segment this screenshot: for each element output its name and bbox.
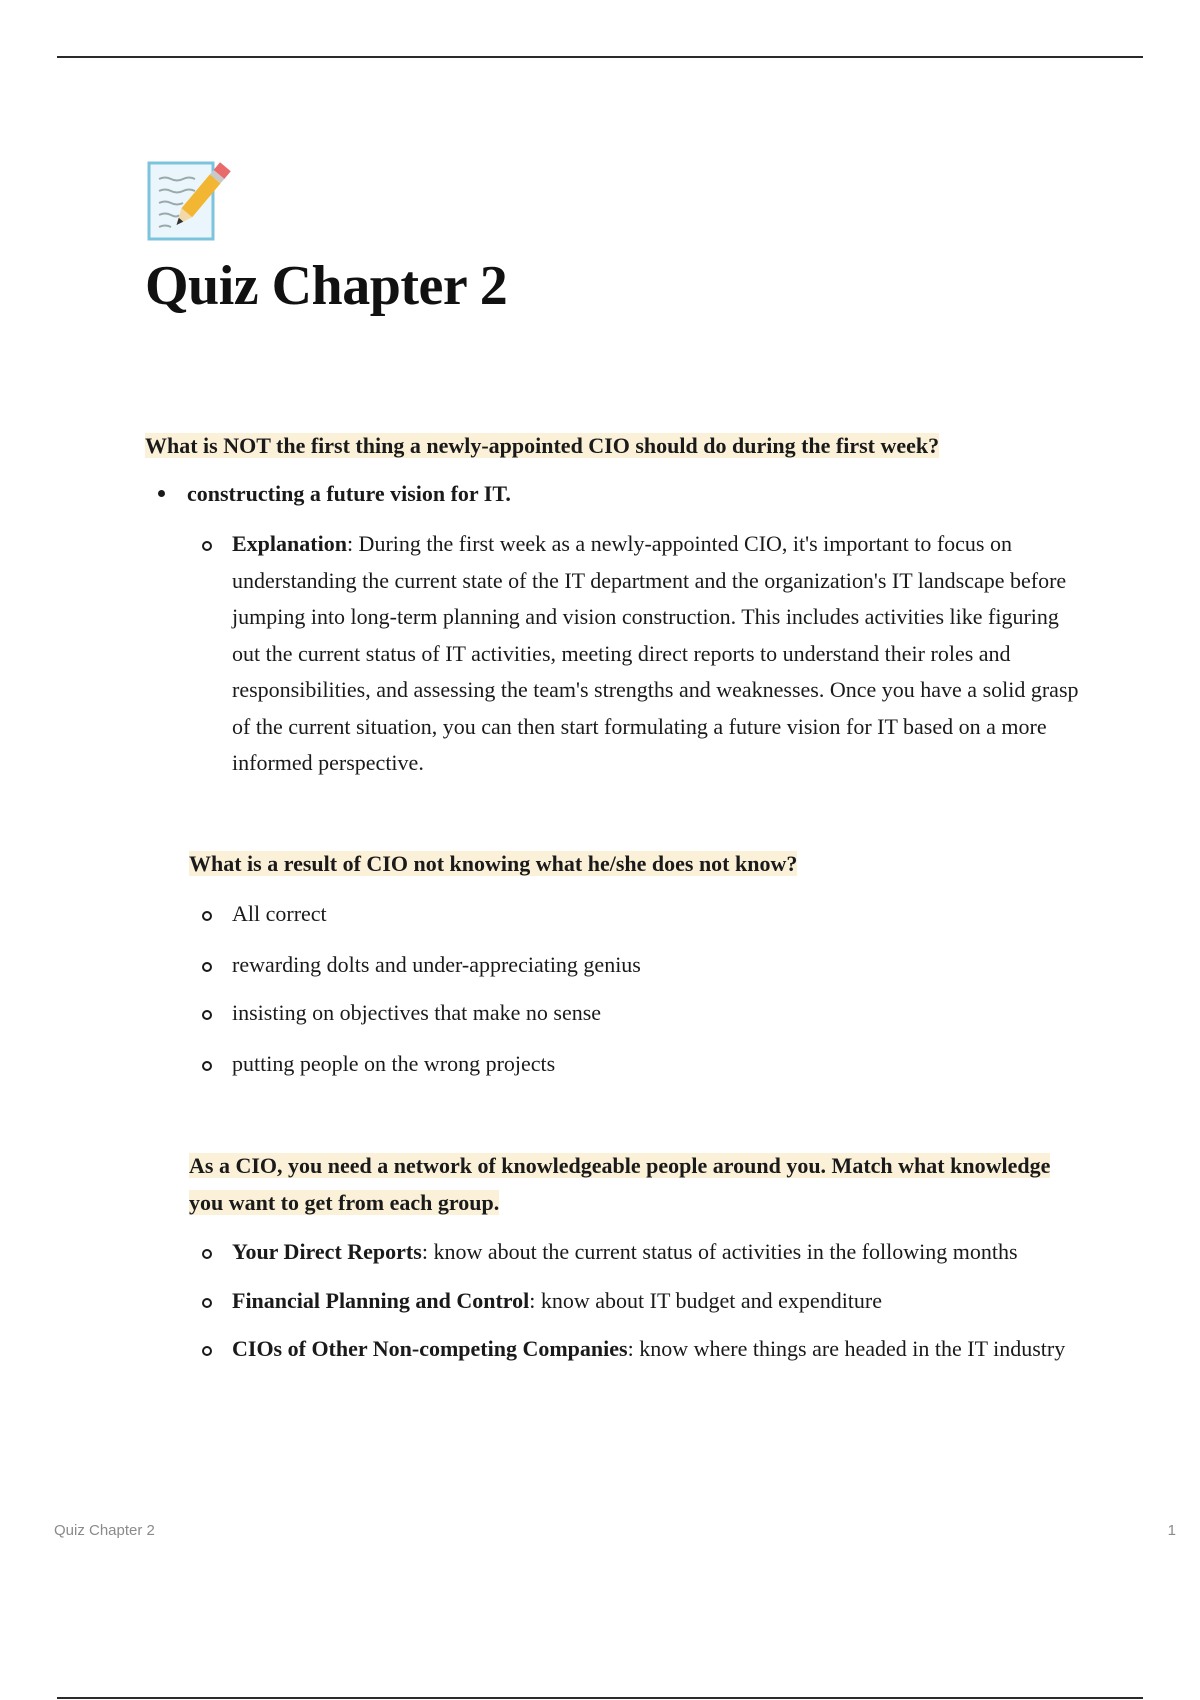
hollow-bullet-icon [202,1010,212,1020]
hollow-bullet-icon [202,962,212,972]
question-1 [145,428,939,464]
question-3-pairs [202,1234,1082,1368]
explanation-item [202,526,1082,782]
page-number: 1 [1167,1522,1176,1539]
question-1-text: What is NOT the first thing a newly-appointed CIO should do during the first week? [145,433,940,458]
answer-text: constructing a future vision for IT. [187,481,511,506]
list-item: insisting on objectives that make no sense [202,995,1082,1031]
group-knowledge: : know about the current status of activities in the following months [421,1239,1018,1264]
list-item [202,1234,1082,1271]
hollow-bullet-icon [202,1249,212,1259]
group-name: CIOs of Other Non-competing Companies [232,1336,628,1361]
question-2-options [202,896,1082,1082]
list-item: putting people on the wrong projects [202,1046,1082,1082]
group-knowledge: : know where things are headed in the IT industry [627,1336,1066,1361]
footer-title: Quiz Chapter 2 [54,1522,155,1539]
question-2 [189,846,797,882]
explanation-label: Explanation [232,531,347,556]
group-name: Your Direct Reports [232,1239,422,1264]
list-item [202,1331,1082,1368]
question-3-text: As a CIO, you need a network of knowledgeable people around you. Match what knowledge you want to get from each group. [189,1153,1051,1215]
page-title: Quiz Chapter 2 [145,255,508,317]
explanation-text: : During the first week as a newly-appointed CIO, it's important to focus on understanding the current state of the IT department and the organization's IT landscape before jumping into long-term planning and vision construction. This includes activities like figuring out the current status of IT activities, meeting direct reports to understand their roles and responsibilities, and assessing the team's strengths and weaknesses. Once you have a solid grasp of the current situation, you can then start formulating a future vision for IT based on a more informed perspective. [232,531,1079,775]
hollow-bullet-icon [202,1298,212,1308]
group-name: Financial Planning and Control [232,1287,530,1313]
bullet-icon [158,490,165,497]
bottom-rule [57,1697,1143,1699]
list-item: All correct [202,896,1082,932]
list-item: rewarding dolts and under-appreciating genius [202,947,1082,983]
question-2-text: What is a result of CIO not knowing what he/she does not know? [189,851,798,876]
memo-pencil-icon [145,157,233,245]
hollow-bullet-icon [202,1061,212,1071]
top-rule [57,56,1143,58]
hollow-bullet-icon [202,911,212,921]
group-knowledge: : know about IT budget and expenditure [529,1287,883,1313]
question-3 [189,1148,1069,1221]
hollow-bullet-icon [202,1346,212,1356]
question-1-answer [158,476,511,512]
list-item [202,1283,1082,1320]
hollow-bullet-icon [202,541,212,551]
